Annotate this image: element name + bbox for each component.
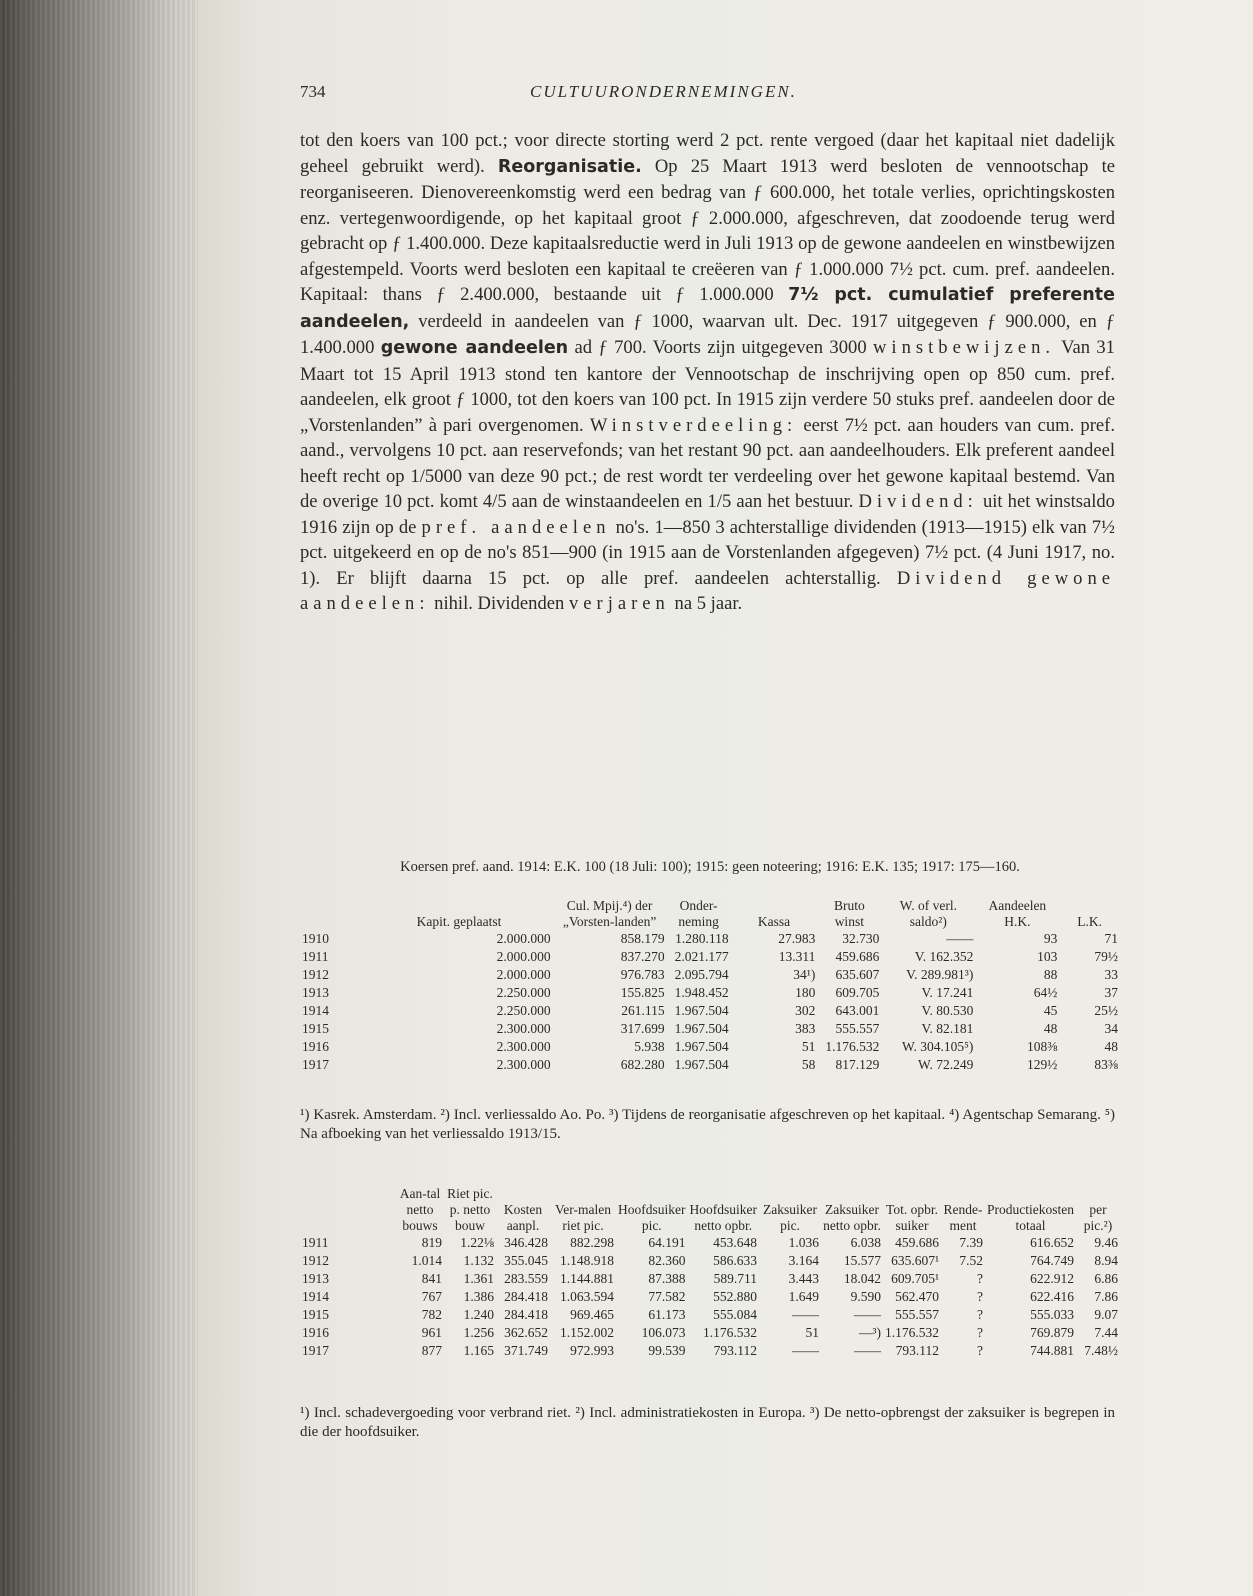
- table-cell: 7.44: [1094, 1325, 1118, 1340]
- heading-reorganisatie: Reorganisatie.: [497, 156, 642, 177]
- table-cell: 609.705¹: [891, 1271, 939, 1286]
- table-row: [300, 966, 1120, 984]
- table-row: [300, 1342, 1120, 1360]
- table-cell: 103: [1037, 949, 1058, 964]
- table-cell: 3.443: [788, 1271, 819, 1286]
- table-cell: ?: [977, 1271, 983, 1286]
- table-cell: 1.22⅛: [460, 1235, 494, 1250]
- table-cell: ——: [792, 1307, 819, 1322]
- table-cell: V. 80.530: [921, 1003, 974, 1018]
- table-cell: 7.52: [959, 1253, 983, 1268]
- table-cell: 34: [1104, 1021, 1118, 1036]
- table-cell: 622.912: [1030, 1271, 1074, 1286]
- col-header: Tot. opbr. suiker: [886, 1202, 938, 1233]
- table-cell: 589.711: [713, 1271, 757, 1286]
- table-cell: 1.152.002: [560, 1325, 614, 1340]
- table-cell: 2.300.000: [496, 1021, 551, 1036]
- table-cell: 64½: [1033, 985, 1058, 1000]
- table-cell: W. 304.105⁵): [901, 1039, 974, 1054]
- year-cell: 1913: [302, 985, 329, 1000]
- heading-preferente-aandeelen: 7½ pct. cumulatief preferente aandeelen,: [300, 285, 1115, 332]
- table-cell: 82.360: [648, 1253, 686, 1268]
- col-header: Cul. Mpij.⁴) der „Vorsten-landen”: [562, 898, 657, 929]
- table-cell: ——: [946, 931, 974, 946]
- table-cell: 15.577: [843, 1253, 881, 1268]
- body-text-1: tot den koers van 100 pct.; voor directe storting werd 2 pct. rente vergoed (daar het kapitaal niet dadelijk geheel gebruikt werd).: [300, 130, 1115, 177]
- table-cell: 88: [1043, 967, 1058, 982]
- table-cell: 1.176.532: [825, 1039, 880, 1054]
- table-row: [300, 1038, 1120, 1056]
- table-cell: 2.300.000: [496, 1039, 551, 1054]
- table-cell: 635.607: [835, 967, 880, 982]
- table-cell: ?: [977, 1325, 983, 1340]
- table-cell: 3.164: [788, 1253, 819, 1268]
- year-cell: 1912: [302, 1253, 329, 1268]
- table-cell: W. 72.249: [917, 1057, 974, 1072]
- table-row: [300, 1020, 1120, 1038]
- table-cell: 1.948.452: [674, 985, 729, 1000]
- table-cell: 2.250.000: [496, 1003, 551, 1018]
- col-header: Riet pic. p. netto bouw: [447, 1186, 493, 1233]
- table-cell: 129½: [1026, 1057, 1058, 1072]
- table-cell: 555.557: [835, 1021, 880, 1036]
- table-cell: 1.176.532: [885, 1325, 939, 1340]
- table-cell: 71: [1104, 931, 1118, 946]
- table-cell: 1.036: [788, 1235, 819, 1250]
- table-cell: 1.132: [463, 1253, 494, 1268]
- table-cell: 317.699: [620, 1021, 665, 1036]
- year-cell: 1916: [302, 1039, 329, 1054]
- spaced-winstbewijzen: winstbewijzen.: [873, 337, 1056, 358]
- table-cell: 9.07: [1094, 1307, 1118, 1322]
- col-header: Hoofdsuiker pic.: [618, 1202, 686, 1233]
- table-row: [300, 984, 1120, 1002]
- table-cell: 2.000.000: [496, 949, 551, 964]
- table-cell: 362.652: [504, 1325, 548, 1340]
- table-cell: 32.730: [842, 931, 880, 946]
- table-cell: 1.967.504: [674, 1003, 729, 1018]
- table-cell: 1.967.504: [674, 1039, 729, 1054]
- table-cell: 93: [1043, 931, 1058, 946]
- table-cell: 1.256: [463, 1325, 494, 1340]
- table-cell: 562.470: [895, 1289, 939, 1304]
- col-header: Zaksuiker netto opbr.: [823, 1202, 881, 1233]
- table-cell: 284.418: [504, 1289, 548, 1304]
- col-header: Onder-neming: [678, 898, 719, 929]
- table-cell: 383: [795, 1021, 816, 1036]
- table-cell: 51: [805, 1325, 819, 1340]
- table-cell: 64.191: [648, 1235, 686, 1250]
- table-cell: 108⅜: [1026, 1039, 1058, 1054]
- table-cell: 48: [1104, 1039, 1118, 1054]
- table-cell: 9.590: [850, 1289, 881, 1304]
- table-cell: 767: [421, 1289, 442, 1304]
- col-header: Kosten aanpl.: [503, 1202, 543, 1233]
- table-cell: 6.86: [1094, 1271, 1118, 1286]
- table-cell: 622.416: [1030, 1289, 1074, 1304]
- table-header-row: [300, 1186, 1120, 1234]
- table-cell: 2.000.000: [496, 931, 551, 946]
- col-header: L.K.: [1077, 914, 1103, 929]
- table-cell: 2.000.000: [496, 967, 551, 982]
- table-cell: 837.270: [620, 949, 665, 964]
- col-header: Rende-ment: [943, 1202, 983, 1233]
- year-cell: 1914: [302, 1003, 329, 1018]
- table-row: [300, 1056, 1120, 1074]
- table-row: [300, 1306, 1120, 1324]
- table-cell: 1.148.918: [560, 1253, 614, 1268]
- col-header: [300, 1186, 396, 1234]
- table-cell: V. 162.352: [914, 949, 974, 964]
- table-cell: 764.749: [1030, 1253, 1074, 1268]
- table-cell: V. 82.181: [921, 1021, 974, 1036]
- spaced-verjaren: verjaren: [568, 593, 670, 614]
- production-table: [300, 1186, 1120, 1360]
- table-cell: 1.014: [411, 1253, 442, 1268]
- table-cell: 33: [1104, 967, 1118, 982]
- table-row: [300, 1324, 1120, 1342]
- col-header: Bruto winst: [833, 898, 865, 929]
- table-cell: 459.686: [835, 949, 880, 964]
- year-cell: 1911: [302, 949, 329, 964]
- col-header: Aan-tal netto bouws: [399, 1186, 441, 1233]
- body-text-3: verdeeld in aandeelen van ƒ 1000, waarvan ult. Dec. 1917 uitgegeven ƒ 900.000, en ƒ 1.400.000: [300, 310, 1115, 358]
- body-paragraph: [300, 128, 1115, 617]
- body-text-7: uit het winstsaldo 1916 zijn op de: [300, 491, 1115, 538]
- table-cell: 180: [795, 985, 816, 1000]
- table-row: [300, 948, 1120, 966]
- table-cell: V. 17.241: [921, 985, 974, 1000]
- table-cell: 1.361: [463, 1271, 494, 1286]
- col-header: Productiekosten totaal: [987, 1202, 1074, 1233]
- table-cell: 371.749: [504, 1343, 548, 1358]
- table-row: [300, 1288, 1120, 1306]
- col-header: [300, 898, 365, 930]
- spaced-dividend-gewone: Dividend gewone aandeelen:: [300, 567, 1115, 614]
- footnote-text: ¹) Kasrek. Amsterdam. ²) Incl. verliessaldo Ao. Po. ³) Tijdens de reorganisatie afgeschreven op het kapitaal. ⁴) Agentschap Semarang. ⁵) Na afboeking van het verliessaldo 1913/15.: [300, 1107, 1115, 1142]
- table-row: [300, 930, 1120, 948]
- table-cell: 969.465: [570, 1307, 614, 1322]
- table-cell: 61.173: [648, 1307, 686, 1322]
- footnote-text: ¹) Incl. schadevergoeding voor verbrand riet. ²) Incl. administratiekosten in Europa. ³) De netto-opbrengst der zaksuiker is begrepen in die der hoofdsuiker.: [300, 1405, 1115, 1440]
- spaced-pref-aandeelen: pref. aandeelen: [421, 516, 611, 538]
- table-cell: 155.825: [620, 985, 665, 1000]
- table-row: [300, 1252, 1120, 1270]
- page-number: 734: [300, 82, 326, 101]
- table-cell: 459.686: [895, 1235, 939, 1250]
- year-cell: 1914: [302, 1289, 329, 1304]
- table-cell: 555.084: [713, 1307, 757, 1322]
- table-cell: 99.539: [648, 1343, 686, 1358]
- financial-table: [300, 898, 1120, 1074]
- table-cell: 793.112: [895, 1343, 939, 1358]
- year-cell: 1913: [302, 1271, 329, 1286]
- table-cell: 7.48½: [1084, 1343, 1118, 1358]
- table-cell: 555.557: [895, 1307, 939, 1322]
- table-cell: 25½: [1094, 1003, 1118, 1018]
- table-cell: 7.86: [1094, 1289, 1118, 1304]
- table-row: [300, 1270, 1120, 1288]
- year-cell: 1917: [302, 1057, 329, 1072]
- table-cell: 552.880: [713, 1289, 757, 1304]
- table-header-row: [300, 898, 1120, 930]
- table-cell: 769.879: [1030, 1325, 1074, 1340]
- table-cell: 6.038: [850, 1235, 881, 1250]
- heading-gewone-aandeelen: gewone aandeelen: [380, 338, 569, 358]
- table-cell: 5.938: [634, 1039, 665, 1054]
- table-cell: 1.967.504: [674, 1021, 729, 1036]
- year-cell: 1917: [302, 1343, 329, 1358]
- table-cell: 586.633: [713, 1253, 757, 1268]
- table-cell: 106.073: [641, 1325, 686, 1340]
- table-cell: 45: [1043, 1003, 1058, 1018]
- header-title: CULTUURONDERNEMINGEN.: [530, 82, 797, 101]
- col-header: Aandeelen H.K.: [988, 898, 1047, 929]
- footnotes-table2: [300, 1404, 1115, 1442]
- table-cell: 961: [421, 1325, 442, 1340]
- table-cell: 2.021.177: [674, 949, 729, 964]
- table-cell: V. 289.981³): [906, 967, 974, 982]
- table-cell: 2.300.000: [496, 1057, 551, 1072]
- table-cell: 302: [795, 1003, 816, 1018]
- col-header: Ver-malen riet pic.: [555, 1202, 611, 1233]
- table-cell: 83⅜: [1094, 1057, 1118, 1072]
- koersen-line: Koersen pref. aand. 1914: E.K. 100 (18 Juli: 100); 1915: geen noteering; 1916: E.K. 135; 1917: 175—160.: [400, 859, 1020, 875]
- table-cell: 858.179: [620, 931, 665, 946]
- table-cell: 744.881: [1030, 1343, 1074, 1358]
- table-cell: ——: [854, 1343, 881, 1358]
- table-cell: 51: [801, 1039, 816, 1054]
- table-cell: 34¹): [793, 967, 816, 982]
- table-cell: 682.280: [620, 1057, 665, 1072]
- table-cell: 793.112: [713, 1343, 757, 1358]
- year-cell: 1912: [302, 967, 329, 982]
- table-cell: 2.095.794: [674, 967, 729, 982]
- table-cell: 283.559: [504, 1271, 548, 1286]
- table-cell: 976.783: [620, 967, 665, 982]
- table-cell: 284.418: [504, 1307, 548, 1322]
- table-cell: 1.649: [788, 1289, 819, 1304]
- table-cell: ?: [977, 1307, 983, 1322]
- col-header: Hoofdsuiker netto opbr.: [689, 1202, 757, 1233]
- table-cell: 643.001: [835, 1003, 880, 1018]
- table-cell: 2.250.000: [496, 985, 551, 1000]
- body-text-4: ad ƒ 700. Voorts zijn uitgegeven 3000: [574, 337, 867, 358]
- table-cell: 841: [421, 1271, 442, 1286]
- table-cell: 819: [421, 1235, 442, 1250]
- table-cell: 972.993: [570, 1343, 614, 1358]
- table-cell: 58: [801, 1057, 816, 1072]
- running-header: [300, 82, 1130, 112]
- table-cell: 27.983: [778, 931, 816, 946]
- body-text-6: eerst 7½ pct. aan houders van cum. pref. aand., vervolgens 10 pct. aan reservefonds; van het restant 90 pct. aan aandeelhouders. Elk preferent aandeel heeft recht op 1/5000 van deze 90 pct.; de rest wordt ter verdeeling over het gewone kapitaal bestemd. Van de overige 10 pct. komt 4/5 aan de winstaandeelen en 1/5 aan het bestuur.: [300, 414, 1115, 512]
- col-header: Kapit. geplaatst: [416, 914, 502, 929]
- col-header: per pic.²): [1083, 1202, 1113, 1233]
- table-row: [300, 1234, 1120, 1252]
- table-cell: 1.280.118: [675, 931, 729, 946]
- year-cell: 1916: [302, 1325, 329, 1340]
- table-cell: —³): [858, 1325, 881, 1340]
- body-text-5: Van 31 Maart tot 15 April 1913 stond ten kantore der Vennootschap de inschrijving open op 850 cum. pref. aandeelen, elk groot ƒ 1000, tot den koers van 100 pct. In 1915 zijn verdere 50 stuks pref. aandeelen door de „Vorstenlanden” à pari overgenomen.: [300, 337, 1115, 436]
- table-cell: 782: [421, 1307, 442, 1322]
- year-cell: 1910: [302, 931, 329, 946]
- table-cell: ?: [977, 1343, 983, 1358]
- body-text-8: no's. 1—850 3 achterstallige dividenden (1913—1915) elk van 7½ pct. uitgekeerd en op de no's 851—900 (in 1915 aan de Vorstenlanden afgegeven) 7½ pct. (4 Juni 1917, no. 1). Er blijft daarna 15 pct. op alle pref. aandeelen achterstallig.: [300, 516, 1115, 589]
- table-cell: 8.94: [1094, 1253, 1118, 1268]
- table-cell: 453.648: [713, 1235, 757, 1250]
- table-cell: 1.386: [463, 1289, 494, 1304]
- body-text-10: na 5 jaar.: [674, 593, 743, 614]
- year-cell: 1915: [302, 1021, 329, 1036]
- table-cell: 616.652: [1030, 1235, 1074, 1250]
- col-header: Kassa: [757, 914, 791, 929]
- table-cell: 346.428: [504, 1235, 548, 1250]
- table-cell: 817.129: [835, 1057, 880, 1072]
- year-cell: 1915: [302, 1307, 329, 1322]
- table-cell: 1.165: [463, 1343, 494, 1358]
- table-cell: 9.46: [1094, 1235, 1118, 1250]
- table-cell: 87.388: [648, 1271, 686, 1286]
- table-cell: 635.607¹: [891, 1253, 939, 1268]
- table-cell: 79½: [1094, 949, 1118, 964]
- table-cell: 609.705: [835, 985, 880, 1000]
- table-cell: 877: [421, 1343, 442, 1358]
- table-cell: 48: [1043, 1021, 1058, 1036]
- table-cell: 37: [1104, 985, 1118, 1000]
- table-cell: 7.39: [959, 1235, 983, 1250]
- col-header: W. of verl. saldo²): [899, 898, 957, 929]
- table-cell: ?: [977, 1289, 983, 1304]
- footnotes-table1: [300, 1106, 1115, 1144]
- body-text-2: Op 25 Maart 1913 werd besloten de vennootschap te reorganiseeren. Dienovereenkomstig werd een bedrag van ƒ 600.000, het totale verlies, oprichtingskosten enz. vertegenwoordigende, op het kapitaal groot ƒ 2.000.000, afgeschreven, dat zoodoende terug werd gebracht op ƒ 1.400.000. Deze kapitaalsreductie werd in Juli 1913 op de gewone aandeelen en winstbewijzen afgestempeld. Voorts werd besloten een kapitaal te creëeren van ƒ 1.000.000 7½ pct. cum. pref. aandeelen. Kapitaal: thans ƒ 2.400.000, bestaande uit ƒ 1.000.000: [300, 155, 1116, 305]
- table-cell: 1.967.504: [674, 1057, 729, 1072]
- table-cell: ——: [854, 1307, 881, 1322]
- body-text-9: nihil. Dividenden: [434, 593, 565, 614]
- table-row: [300, 1002, 1120, 1020]
- spaced-dividend: Dividend:: [858, 491, 978, 512]
- year-cell: 1911: [302, 1235, 329, 1250]
- table-cell: 1.176.532: [703, 1325, 757, 1340]
- spaced-winstverdeeling: Winstverdeeling:: [589, 414, 798, 436]
- binding-texture: [0, 0, 200, 1596]
- table-cell: 18.042: [843, 1271, 881, 1286]
- col-header: Zaksuiker pic.: [763, 1202, 817, 1233]
- table-cell: 261.115: [621, 1003, 665, 1018]
- table-cell: 77.582: [648, 1289, 686, 1304]
- table-cell: 1.240: [463, 1307, 494, 1322]
- table-cell: 13.311: [778, 949, 816, 964]
- table-cell: 1.063.594: [560, 1289, 614, 1304]
- table-cell: 1.144.881: [560, 1271, 614, 1286]
- table-cell: 555.033: [1030, 1307, 1074, 1322]
- table-cell: 882.298: [570, 1235, 614, 1250]
- table-cell: 355.045: [504, 1253, 548, 1268]
- table-cell: ——: [792, 1343, 819, 1358]
